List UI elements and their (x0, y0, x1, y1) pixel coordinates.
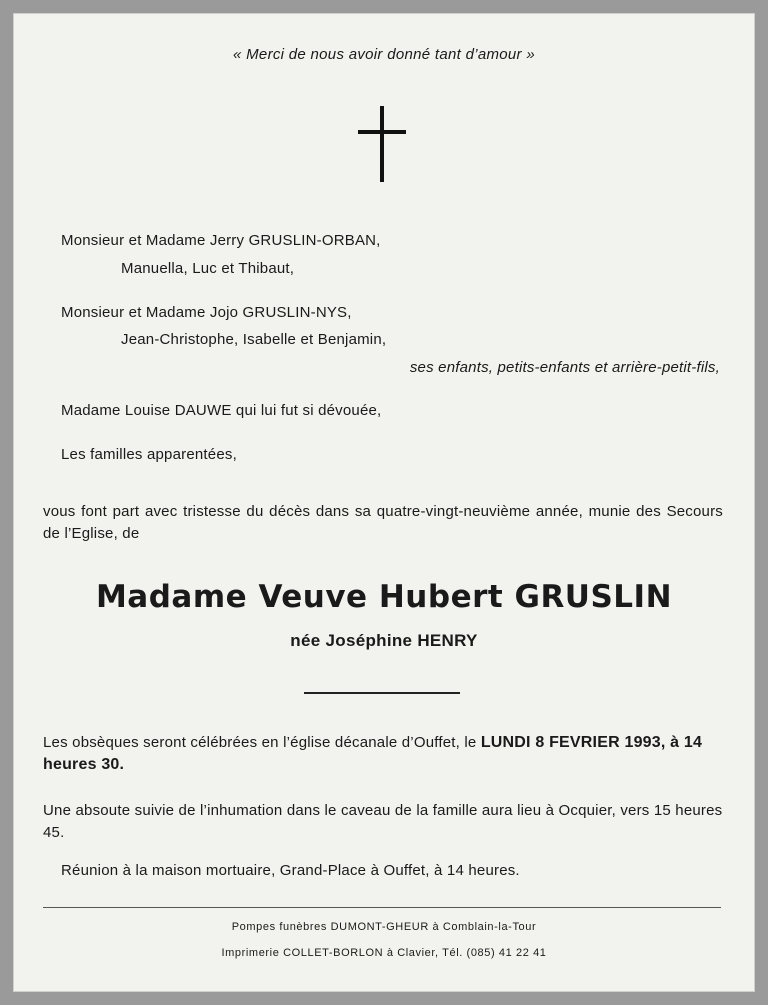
family-line-7: Les familles apparentées, (61, 446, 237, 463)
funeral-date: LUNDI 8 FEVRIER 1993, à 14 heures 30. (43, 734, 703, 773)
footer-divider (43, 907, 721, 908)
absoute-details: Une absoute suivie de l’inhumation dans le caveau de la famille aura lieu à Ocquier, vers 15 heures 45. (43, 802, 723, 841)
funeral-details (43, 732, 723, 776)
family-relation: ses enfants, petits-enfants et arrière-petit-fils, (409, 359, 720, 376)
footer-undertaker: Pompes funèbres DUMONT-GHEUR à Comblain-la-Tour (231, 921, 537, 933)
footer-printer: Imprimerie COLLET-BORLON à Clavier, Tél. (085) 41 22 41 (221, 947, 547, 959)
announcement-text: vous font part avec tristesse du décès dans sa quatre-vingt-neuvième année, munie des Secours de l’Eglise, de (43, 503, 723, 542)
family-line-3: Monsieur et Madame Jojo GRUSLIN-NYS, (61, 304, 352, 321)
cross-vertical-bar (380, 106, 384, 182)
funeral-text: Les obsèques seront célébrées en l’église décanale d’Ouffet, le (43, 734, 481, 751)
motto: « Merci de nous avoir donné tant d’amour » (233, 46, 535, 63)
divider (304, 692, 460, 694)
family-line-6: Madame Louise DAUWE qui lui fut si dévouée, (61, 402, 382, 419)
maiden-name: née Joséphine HENRY (290, 631, 478, 650)
obituary-card (14, 14, 754, 991)
deceased-name: Madame Veuve Hubert GRUSLIN (95, 579, 673, 615)
family-line-4: Jean-Christophe, Isabelle et Benjamin, (121, 331, 387, 348)
family-line-1: Monsieur et Madame Jerry GRUSLIN-ORBAN, (61, 232, 381, 249)
reunion-details: Réunion à la maison mortuaire, Grand-Place à Ouffet, à 14 heures. (61, 862, 520, 879)
cross-horizontal-bar (358, 130, 406, 134)
family-line-2: Manuella, Luc et Thibaut, (121, 260, 295, 277)
